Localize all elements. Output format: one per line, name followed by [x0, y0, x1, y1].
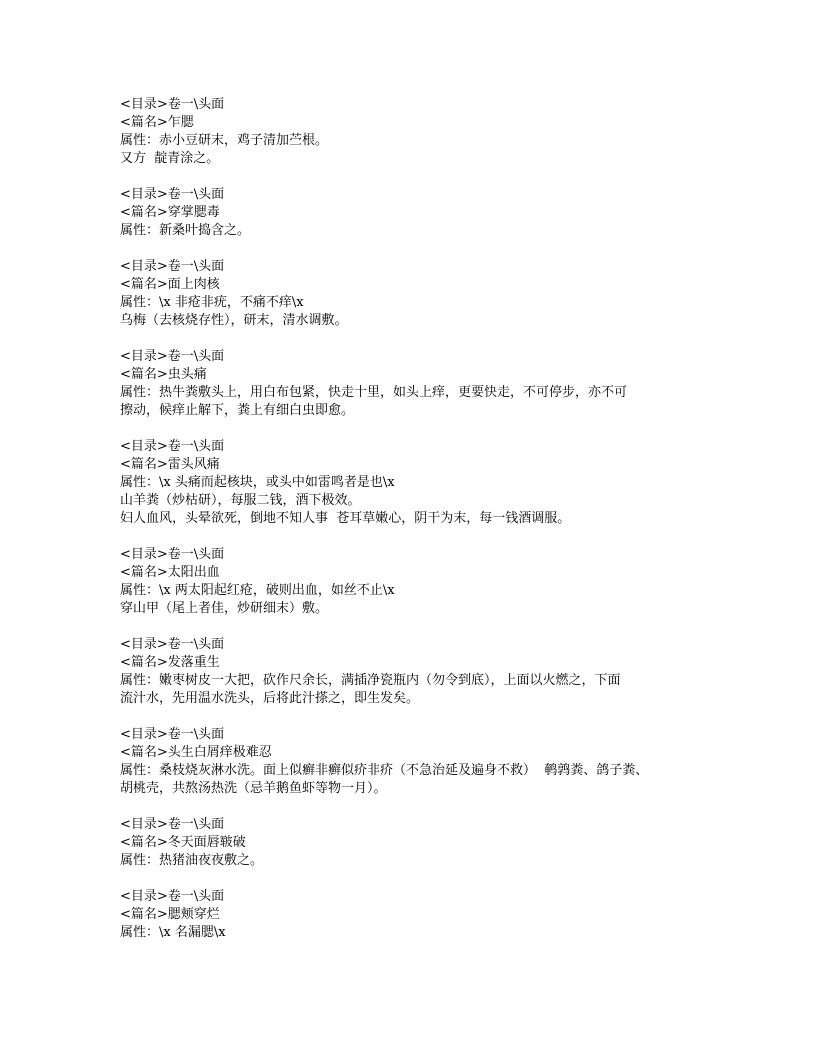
title-line: <篇名>雷头风痛	[120, 457, 220, 472]
entry	[120, 348, 700, 420]
property-line: 属性：\x 头痛而起核块，或头中如雷鸣者是也\x	[120, 475, 395, 490]
text-line: 擦动，候痒止解下，粪上有细白虫即愈。	[120, 403, 355, 418]
property-line: 属性：赤小豆研末，鸡子清加苎根。	[120, 133, 329, 148]
catalog-line: <目录>卷一\头面	[120, 97, 225, 112]
entry	[120, 186, 700, 240]
entry	[120, 726, 700, 798]
document-page	[120, 96, 700, 960]
entry	[120, 816, 700, 870]
property-line: 属性：\x 非疮非疣，不痛不痒\x	[120, 295, 304, 310]
catalog-line: <目录>卷一\头面	[120, 889, 225, 904]
title-line: <篇名>穿掌腮毒	[120, 205, 220, 220]
catalog-line: <目录>卷一\头面	[120, 259, 225, 274]
catalog-line: <目录>卷一\头面	[120, 727, 225, 742]
entry	[120, 888, 700, 942]
property-line: 属性：新桑叶捣含之。	[120, 223, 251, 238]
title-line: <篇名>太阳出血	[120, 565, 220, 580]
text-line: 胡桃壳，共熬汤热洗（忌羊鹅鱼虾等物一月）。	[120, 781, 387, 796]
property-line: 属性：桑枝烧灰淋水洗。面上似癣非癣似疥非疥（不急治延及遍身不救） 鹌鹑粪、鸽子粪、	[120, 763, 649, 778]
title-line: <篇名>头生白屑痒极难忍	[120, 745, 272, 760]
text-line: 山羊粪（炒枯研），每服二钱，酒下极效。	[120, 493, 361, 508]
catalog-line: <目录>卷一\头面	[120, 439, 225, 454]
catalog-line: <目录>卷一\头面	[120, 187, 225, 202]
text-line: 又方 靛青涂之。	[120, 151, 220, 166]
property-line: 属性：\x 名漏腮\x	[120, 925, 226, 940]
text-line: 流汁水，先用温水洗头，后将此汁搽之，即生发矣。	[120, 691, 420, 706]
property-line: 属性：\x 两太阳起红疮，破则出血，如丝不止\x	[120, 583, 395, 598]
title-line: <篇名>腮颊穿烂	[120, 907, 220, 922]
property-line: 属性：嫩枣树皮一大把，砍作尺余长，满插净瓷瓶内（勿令到底），上面以火燃之，下面	[120, 673, 621, 688]
entry	[120, 438, 700, 528]
title-line: <篇名>冬天面唇皲破	[120, 835, 246, 850]
text-line: 穿山甲（尾上者佳，炒研细末）敷。	[120, 601, 329, 616]
entry	[120, 258, 700, 330]
title-line: <篇名>虫头痛	[120, 367, 207, 382]
catalog-line: <目录>卷一\头面	[120, 349, 225, 364]
property-line: 属性：热猪油夜夜敷之。	[120, 853, 264, 868]
title-line: <篇名>面上肉核	[120, 277, 220, 292]
catalog-line: <目录>卷一\头面	[120, 547, 225, 562]
entry	[120, 546, 700, 618]
entry	[120, 636, 700, 708]
text-line: 妇人血风，头晕欲死，倒地不知人事 苍耳草嫩心，阴干为末，每一钱酒调服。	[120, 511, 571, 526]
title-line: <篇名>乍腮	[120, 115, 194, 130]
property-line: 属性：热牛粪敷头上，用白布包紧，快走十里，如头上痒，更要快走，不可停步，亦不可	[120, 385, 628, 400]
catalog-line: <目录>卷一\头面	[120, 637, 225, 652]
catalog-line: <目录>卷一\头面	[120, 817, 225, 832]
entry	[120, 96, 700, 168]
text-line: 乌梅（去核烧存性），研末，清水调敷。	[120, 313, 348, 328]
title-line: <篇名>发落重生	[120, 655, 220, 670]
